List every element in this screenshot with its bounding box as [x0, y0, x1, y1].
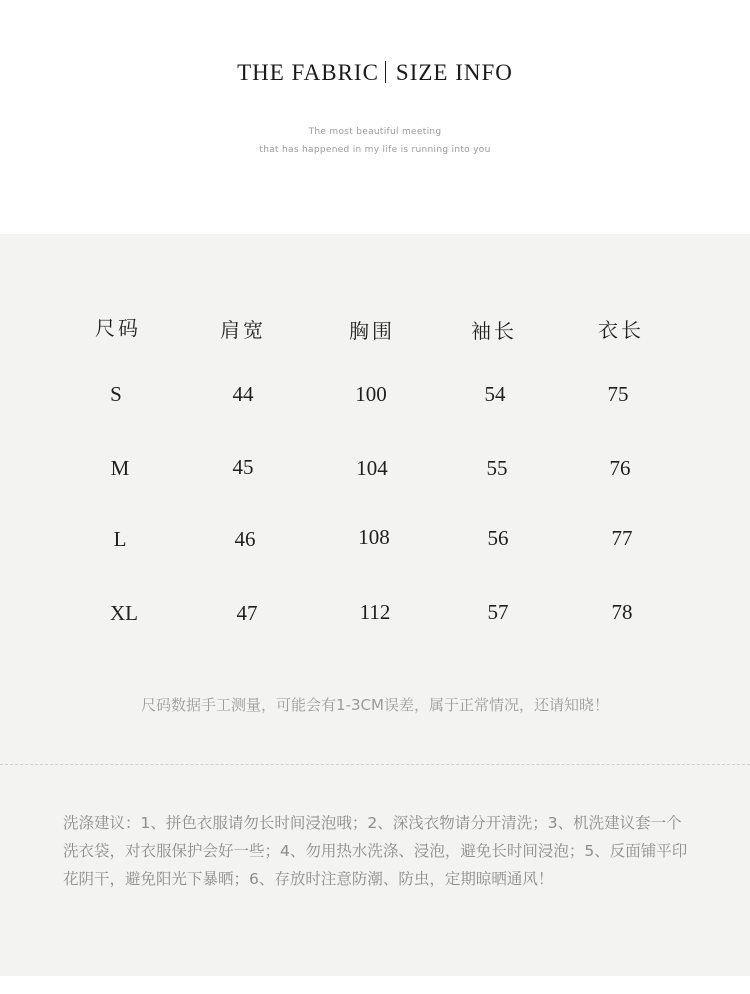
header-chest: 胸围 — [349, 319, 395, 343]
row-s-sleeve: 54 — [484, 382, 506, 406]
row-s-size: S — [110, 382, 122, 406]
subtitle-line-2: that has happened in my life is running into you — [259, 145, 491, 155]
row-m-size: M — [110, 456, 130, 480]
bottom-strip — [0, 976, 750, 994]
row-m-sleeve: 55 — [486, 456, 508, 480]
row-xl-length: 78 — [611, 600, 633, 624]
row-m-length: 76 — [609, 456, 631, 480]
title-fabric: THE FABRIC — [237, 60, 379, 85]
row-xl-size: XL — [110, 601, 138, 625]
row-l-chest: 108 — [358, 525, 390, 549]
row-xl-chest: 112 — [359, 600, 391, 624]
row-l-sleeve: 56 — [487, 526, 509, 550]
row-xl-shoulder: 47 — [236, 601, 258, 625]
row-l-size: L — [113, 527, 127, 551]
dashed-divider — [0, 764, 750, 765]
wash-advice: 洗涤建议：1、拼色衣服请勿长时间浸泡哦；2、深浅衣物请分开清洗；3、机洗建议套一个洗衣袋，对衣服保护会好一些；4、勿用热水洗涤、浸泡，避免长时间浸泡；5、反面铺平印花阴干，避免阳光下暴晒；6、存放时注意防潮、防虫，定期晾晒通风！ — [63, 814, 688, 888]
header-sleeve: 袖长 — [471, 319, 517, 343]
row-l-shoulder: 46 — [234, 527, 256, 551]
row-s-length: 75 — [607, 382, 629, 406]
row-m-shoulder: 45 — [232, 455, 254, 479]
subtitle-line-1: The most beautiful meeting — [308, 127, 442, 137]
page-title — [0, 60, 750, 86]
row-xl-sleeve: 57 — [487, 600, 509, 624]
header-length: 衣长 — [598, 318, 644, 342]
row-s-shoulder: 44 — [232, 382, 254, 406]
title-size-info: SIZE INFO — [395, 60, 513, 85]
row-s-chest: 100 — [355, 382, 387, 406]
header-shoulder: 肩宽 — [220, 318, 266, 342]
row-m-chest: 104 — [356, 456, 388, 480]
title-separator — [385, 61, 386, 83]
header-size: 尺码 — [95, 316, 141, 340]
header-section — [0, 0, 750, 234]
row-l-length: 77 — [611, 526, 633, 550]
measurement-note: 尺码数据手工测量，可能会有1-3CM误差，属于正常情况，还请知晓！ — [141, 696, 609, 714]
